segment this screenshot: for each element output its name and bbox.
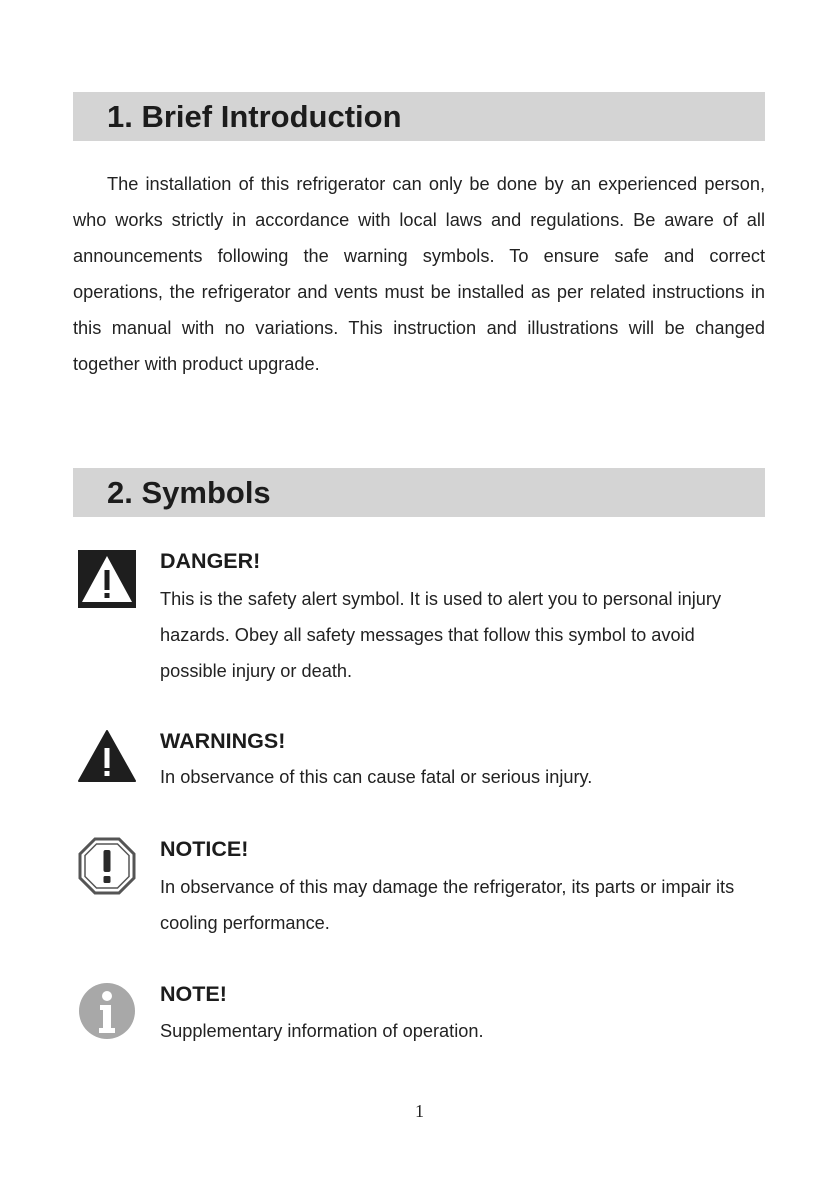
section-heading-brief-introduction: 1. Brief Introduction	[73, 92, 765, 141]
intro-paragraph: The installation of this refrigerator can only be done by an experienced person, who works strictly in accordance with local laws and regulations. Be aware of all announcements following the warning symbols. To ensure safe and correct operations, the refrigerator and vents must be installed as per related instructions in this manual with no variations. This instruction and illustrations will be changed together with product upgrade.	[73, 174, 765, 374]
notice-title: NOTICE!	[160, 837, 249, 861]
warning-description: In observance of this can cause fatal or serious injury.	[160, 767, 593, 787]
note-description: Supplementary information of operation.	[160, 1021, 484, 1041]
page-number: 1	[415, 1101, 424, 1121]
danger-title: DANGER!	[160, 549, 261, 573]
danger-triangle-icon	[78, 550, 136, 608]
info-circle-icon	[78, 982, 136, 1040]
notice-octagon-icon	[78, 837, 136, 895]
warning-triangle-icon	[78, 728, 136, 786]
danger-description: This is the safety alert symbol. It is used to alert you to personal injury hazards. Obey all safety messages that follow this symbol to avoid possible injury or death.	[160, 589, 722, 681]
notice-description: In observance of this may damage the refrigerator, its parts or impair its cooling performance.	[160, 877, 735, 933]
section-heading-symbols: 2. Symbols	[73, 468, 765, 517]
warning-title: WARNINGS!	[160, 729, 286, 753]
note-title: NOTE!	[160, 982, 227, 1006]
